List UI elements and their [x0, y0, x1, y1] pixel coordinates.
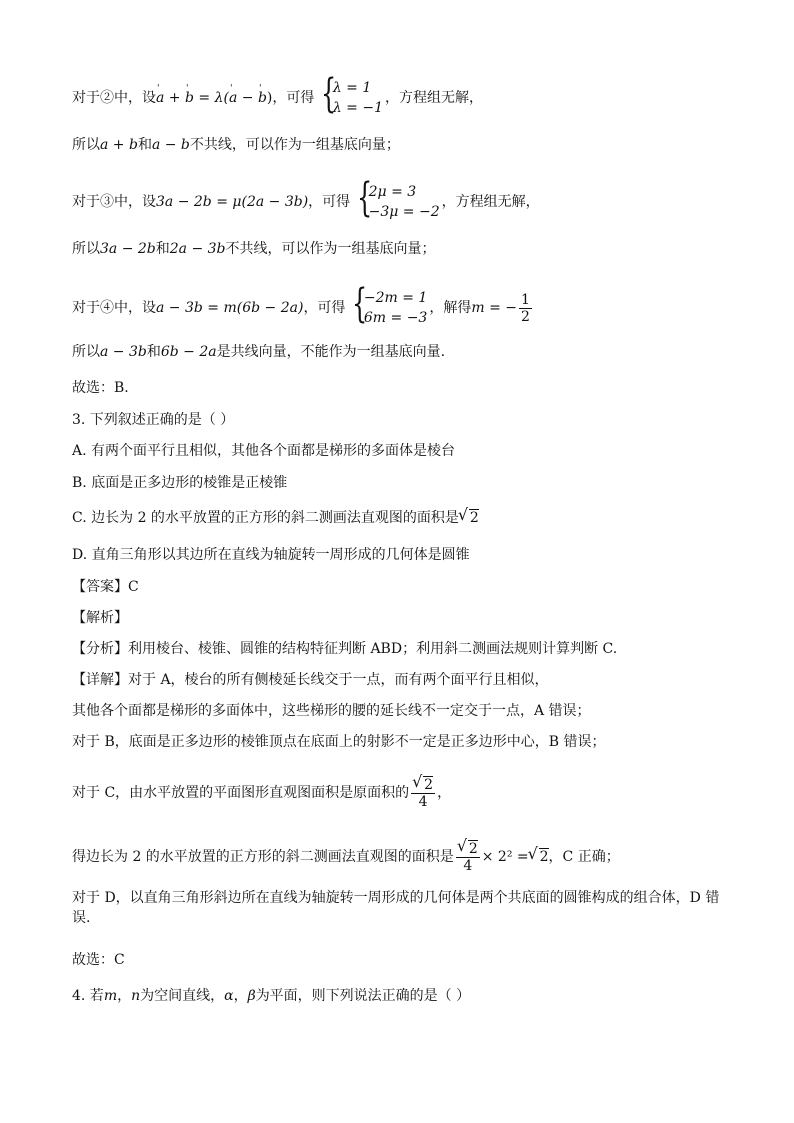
- answer-choice: 故选：C: [72, 952, 125, 968]
- text: ，: [233, 988, 248, 1004]
- detail-text: 对于 D，以直角三角形斜边所在直线为轴旋转一周形成的几何体是两个共底面的圆锥构成的组合体，D 错误.: [72, 890, 720, 926]
- text: 和: [137, 137, 152, 153]
- vector-equation: a − 3b = m(6b − 2a): [156, 300, 304, 316]
- option-c: [72, 508, 479, 528]
- vector-expression: a + b: [100, 137, 138, 153]
- equation: −3μ = −2: [368, 204, 440, 220]
- conclusion-line: [72, 135, 400, 155]
- text: 和: [146, 344, 161, 360]
- option-a: A. 有两个面平行且相似，其他各个面都是梯形的多面体是棱台: [72, 443, 456, 459]
- vector-expression: a − 3b: [100, 344, 147, 360]
- numerator: 1: [520, 291, 530, 308]
- text: ，可得: [272, 90, 315, 106]
- equation: −2m = 1: [363, 290, 428, 306]
- vector-expression: a − b: [151, 137, 190, 153]
- text: +: [164, 90, 185, 106]
- text: ，解得: [429, 300, 472, 316]
- detail-text: 【详解】对于 A，棱台的所有侧棱延长线交于一点，而有两个面平行且相似，: [72, 672, 549, 688]
- text: ，C 正确；: [548, 849, 620, 865]
- text: 对于②中，设: [72, 90, 156, 106]
- equation-system: { 2μ = 3 −3μ = −2: [356, 175, 440, 221]
- equation: 6m = −3: [363, 310, 428, 326]
- text: 对于④中，设: [72, 300, 156, 316]
- question-3: 3. 下列叙述正确的是（ ）: [72, 412, 235, 428]
- square-root: √ 2: [423, 776, 433, 793]
- text: 不共线，可以作为一组基底向量；: [189, 137, 400, 153]
- text: = λ(: [193, 90, 229, 106]
- equation-system: { λ = 1 λ = −1: [320, 71, 383, 117]
- text: 得边长为 2 的水平放置的正方形的斜二测画法直观图的面积是: [72, 849, 454, 865]
- square-root: √ 2: [539, 848, 549, 865]
- vector-b: ' b: [258, 88, 267, 108]
- case-3-line: [72, 175, 540, 222]
- text: ，: [437, 785, 452, 801]
- text: 是共线向量，不能作为一组基底向量.: [216, 344, 446, 360]
- text: 所以: [72, 137, 100, 153]
- text: 和: [155, 241, 170, 257]
- case-4-line: [72, 281, 534, 328]
- text: 为空间直线，: [140, 988, 225, 1004]
- vector-b: ' b: [185, 88, 194, 108]
- equation: 2μ = 3: [368, 184, 417, 200]
- text: 为平面，则下列说法正确的是（ ）: [255, 988, 471, 1004]
- numerator: [411, 776, 435, 794]
- question-4: [72, 986, 470, 1006]
- text: 对于 C，由水平放置的平面图形直观图面积是原面积的: [72, 785, 410, 801]
- denominator: 4: [418, 794, 428, 810]
- denominator: 2: [520, 308, 530, 325]
- option-b: B. 底面是正多边形的棱锥是正棱锥: [72, 475, 288, 491]
- vector-expression: 2a − 3b: [169, 241, 226, 257]
- text: ，可得: [308, 194, 351, 210]
- fraction: [456, 840, 480, 874]
- numerator: [456, 840, 480, 858]
- text: ，: [117, 988, 132, 1004]
- variable: m: [103, 988, 118, 1004]
- fraction: [519, 292, 532, 325]
- vector-expression: 3a − 2b: [100, 241, 156, 257]
- vector-a: ' a: [156, 88, 164, 108]
- text: 4. 若: [72, 988, 104, 1004]
- text: × 2² =: [481, 849, 529, 865]
- text: C. 边长为 2 的水平放置的正方形的斜二测画法直观图的面积是: [72, 510, 459, 526]
- variable: n: [131, 988, 141, 1004]
- detail-text: [72, 776, 451, 810]
- analysis-text: 【分析】利用棱台、棱锥、圆锥的结构特征判断 ABD；利用斜二测画法规则计算判断 C.: [72, 641, 618, 657]
- detail-text: [72, 840, 620, 874]
- case-2-line: [72, 71, 483, 118]
- conclusion-line: [72, 342, 445, 362]
- detail-text: 其他各个面都是梯形的多面体中，这些梯形的腰的延长线不一定交于一点，A 错误；: [72, 703, 591, 719]
- text: ，可得: [303, 300, 346, 316]
- variable: β: [247, 988, 256, 1004]
- text: 所以: [72, 344, 100, 360]
- vector-equation: 3a − 2b = μ(2a − 3b): [156, 194, 309, 210]
- square-root: √ 2: [468, 840, 478, 857]
- vector-expression: 6b − 2a: [160, 344, 217, 360]
- answer-label: 【答案】C: [72, 579, 139, 595]
- text: m = −: [471, 300, 517, 316]
- text: ，方程组无解，: [441, 194, 540, 210]
- text: −: [237, 90, 258, 106]
- text: 不共线，可以作为一组基底向量；: [225, 241, 436, 257]
- vector-a: ' a: [229, 88, 237, 108]
- equation-system: { −2m = 1 6m = −3: [351, 281, 428, 327]
- denominator: 4: [463, 858, 473, 874]
- text: 对于③中，设: [72, 194, 156, 210]
- variable: α: [224, 988, 234, 1004]
- text: ，方程组无解，: [384, 90, 483, 106]
- option-d: D. 直角三角形以其边所在直线为轴旋转一周形成的几何体是圆锥: [72, 547, 470, 563]
- fraction: [411, 776, 435, 810]
- text: 所以: [72, 241, 100, 257]
- text: ): [266, 90, 273, 106]
- square-root: √ 2: [469, 509, 479, 526]
- answer-choice: 故选：B.: [72, 380, 129, 396]
- detail-text: 对于 B，底面是正多边形的棱锥顶点在底面上的射影不一定是正多边形中心，B 错误；: [72, 734, 606, 750]
- equation: λ = −1: [332, 100, 383, 116]
- conclusion-line: [72, 239, 436, 259]
- equation: λ = 1: [332, 80, 372, 96]
- analysis-label: 【解析】: [72, 610, 128, 626]
